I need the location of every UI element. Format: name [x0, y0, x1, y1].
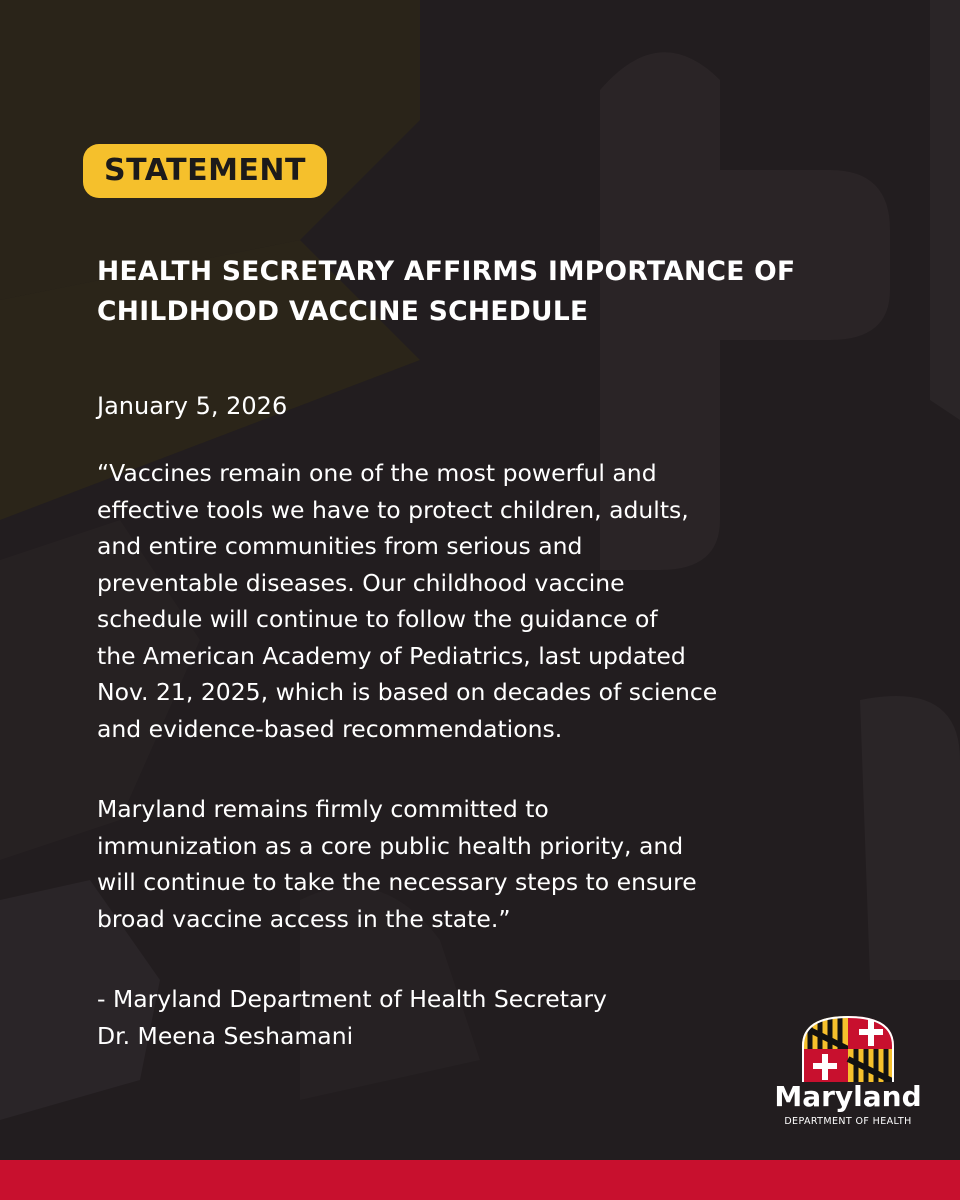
quote-paragraph-2: Maryland remains firmly committed to immunization as a core public health priority, and will continue to take the necessary steps to ensure broad vaccine access in the state.” — [97, 795, 697, 933]
logo-subtitle: DEPARTMENT OF HEALTH — [784, 1116, 912, 1127]
maryland-flag-icon — [802, 1016, 894, 1082]
quote-paragraph-1: “Vaccines remain one of the most powerful and effective tools we have to protect children, adults, and entire communities from serious and preventable diseases. Our childhood vaccine schedule will continue to follow the guidance of the American Academy of Pediatrics, last updated Nov. 21, 2025, which is based on decades of science and evidence-based recommendations. — [97, 459, 718, 743]
statement-date: January 5, 2026 — [97, 392, 288, 420]
bottom-accent-bar — [0, 1160, 960, 1200]
statement-badge: STATEMENT — [83, 144, 327, 198]
maryland-health-logo — [772, 1016, 924, 1132]
logo-wordmark: Maryland — [774, 1080, 922, 1113]
headline: HEALTH SECRETARY AFFIRMS IMPORTANCE OF CHILDHOOD VACCINE SCHEDULE — [97, 256, 796, 327]
attribution: - Maryland Department of Health Secretary Dr. Meena Seshamani — [97, 985, 607, 1050]
